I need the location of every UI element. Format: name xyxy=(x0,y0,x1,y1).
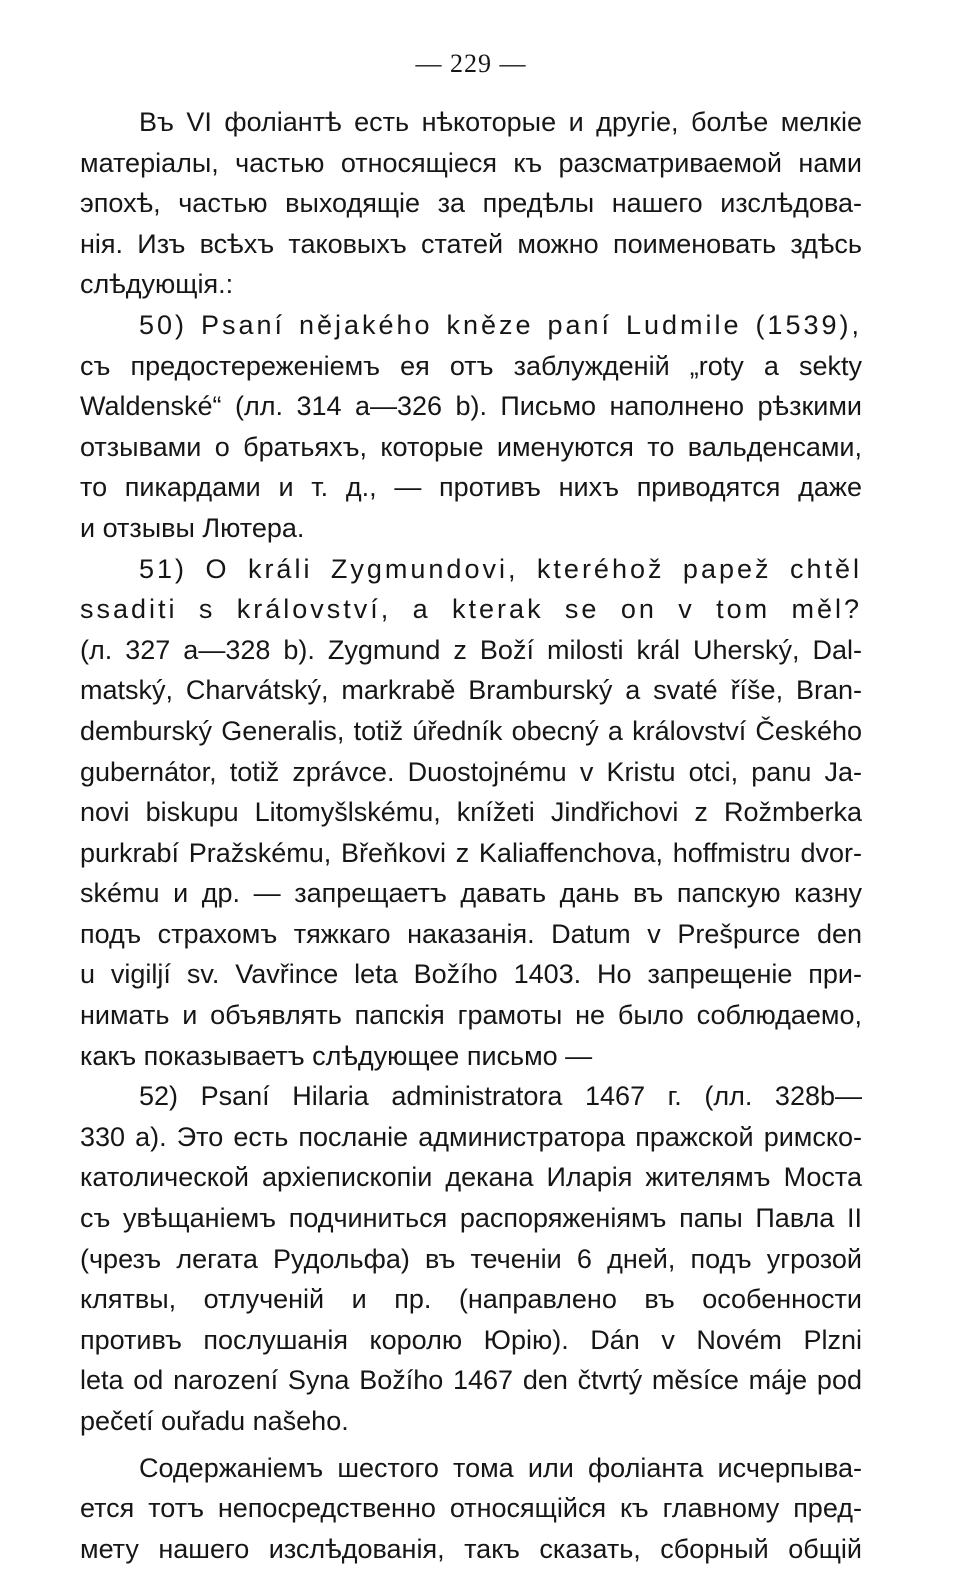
text-line: матеріалы, частью относящіеся къ разсматриваемой нами xyxy=(80,147,862,178)
text-line: 51) O králi Zygmundovi, kteréhož papež chtěl xyxy=(139,553,862,584)
paragraph-item-50 xyxy=(80,305,862,549)
text-line: католической архіепископіи декана Иларія жителямъ Моста xyxy=(80,1162,862,1193)
text-line: leta od narození Syna Božího 1467 den čtvrtý měsíce máje pod xyxy=(80,1365,862,1396)
text-line: то пикардами и т. д., — противъ нихъ приводятся даже xyxy=(80,472,862,503)
text-line: подъ страхомъ тяжкаго наказанія. Datum v Prešpurce den xyxy=(80,918,862,949)
text-line: и отзывы Лютера. xyxy=(80,512,305,543)
paragraph-item-52 xyxy=(80,1076,862,1441)
text-line: purkrabí Pražskému, Břeňkovi z Kaliaffenchova, hoffmistru dvor- xyxy=(80,837,862,868)
paragraph-item-51 xyxy=(80,549,862,1077)
text-line: отзывами о братьяхъ, которые именуются то вальденсами, xyxy=(80,431,862,462)
text-line: (чрезъ легата Рудольфа) въ теченіи 6 дней, подъ угрозой xyxy=(80,1243,862,1274)
text-line: съ увѣщаніемъ подчиниться распоряженіямъ папы Павла II xyxy=(80,1203,862,1234)
text-line: противъ послушанія королю Юрію). Dán v Novém Plzni xyxy=(80,1324,862,1355)
text-line: клятвы, отлученій и пр. (направлено въ особенности xyxy=(80,1284,862,1315)
text-line: gubernátor, totiž zprávce. Duostojnému v Kristu otci, panu Ja- xyxy=(80,756,862,787)
text-line: Waldenské“ (лл. 314 a—326 b). Письмо наполнено рѣзкими xyxy=(80,391,862,422)
text-line: какъ показываетъ слѣдующее письмо — xyxy=(80,1040,593,1071)
text-line: pečetí ouřadu našeho. xyxy=(80,1406,349,1436)
text-line: novi biskupu Litomyšlskému, knížeti Jindřichovi z Rožmberka xyxy=(80,797,862,828)
text-line: мету нашего изслѣдованія, такъ сказать, сборный общій xyxy=(80,1533,862,1564)
text-line: эпохѣ, частью выходящіе за предѣлы нашего изслѣдова- xyxy=(80,188,862,219)
text-line: слѣдующія.: xyxy=(80,269,234,300)
text-line: съ предостереженіемъ ея отъ заблужденій „roty a sekty xyxy=(80,350,862,381)
book-page xyxy=(80,44,862,1569)
text-line: 50) Psaní nějakého kněze paní Ludmile (1539), xyxy=(139,309,862,340)
text-line: demburský Generalis, totiž úředník obecný a království Českého xyxy=(80,715,862,746)
text-line: нія. Изъ всѣхъ таковыхъ статей можно поименовать здѣсь xyxy=(80,228,862,259)
paragraph-conclusion xyxy=(80,1448,862,1570)
text-line: Содержаніемъ шестого тома или фоліанта исчерпыва- xyxy=(139,1452,862,1483)
text-line: нимать и объявлять папскія грамоты не было соблюдаемо, xyxy=(80,1000,862,1031)
page-number: — 229 — xyxy=(415,49,527,78)
text-line: matský, Charvátský, markrabě Bramburský a svaté říše, Bran- xyxy=(80,675,862,706)
paragraph-intro xyxy=(80,102,862,305)
text-line: 330 a). Это есть посланіе администратора пражской римско- xyxy=(80,1121,862,1152)
text-line: 52) Psaní Hilaria administratora 1467 г. (лл. 328b— xyxy=(139,1081,862,1112)
text-line: Въ VI фоліантѣ есть нѣкоторые и другіе, болѣе мелкіе xyxy=(139,107,862,137)
text-line: skému и др. — запрещаетъ давать дань въ папскую казну xyxy=(80,878,862,909)
text-line: ssaditi s království, a kterak se on v tom měl? xyxy=(80,594,862,625)
text-line: ется тотъ непосредственно относящійся къ главному пред- xyxy=(80,1493,862,1524)
text-line: u vigiljí sv. Vavřince leta Božího 1403. Но запрещеніе при- xyxy=(80,959,862,990)
text-line: (л. 327 a—328 b). Zygmund z Boží milosti král Uherský, Dal- xyxy=(80,634,862,665)
